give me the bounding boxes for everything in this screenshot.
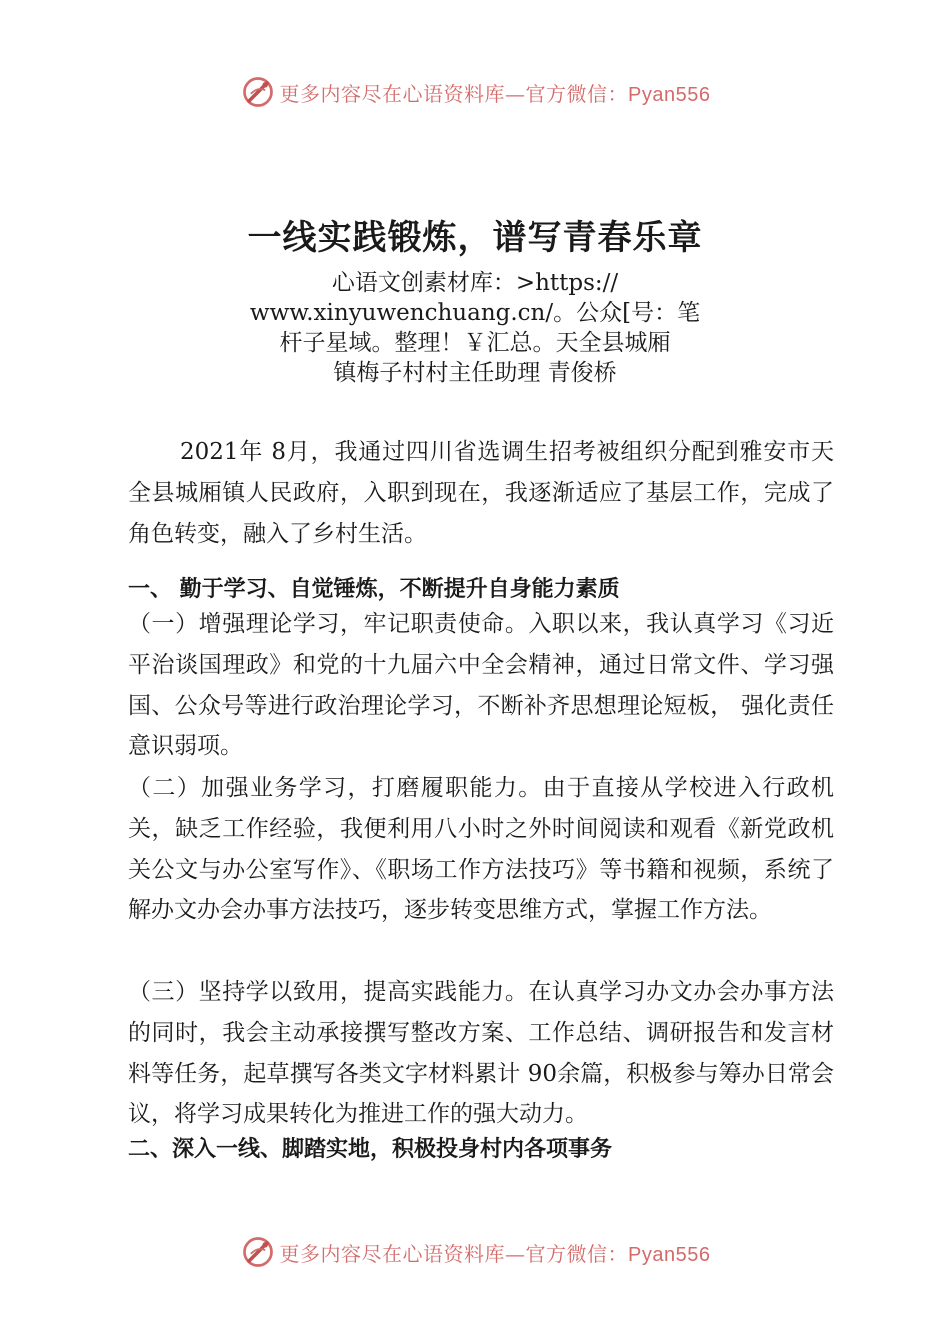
subtitle-line: www.xinyuwenchuang.cn/。公众[号：笔 (249, 300, 701, 326)
banner-text (280, 1238, 711, 1267)
section-heading: 一、 勤于学习、自觉锤炼，不断提升自身能力素质 (128, 577, 620, 602)
page-title: 一线实践锻炼，谱写青春乐章 (247, 218, 703, 258)
banner-wechat-label: 官方微信： (525, 81, 629, 106)
banner-wechat-label: 官方微信： (525, 1241, 629, 1266)
section-paragraph: （三）坚持学以致用，提高实践能力。在认真学习办文办会办事方法的同时，我会主动承接撰写整改方案、工作总结、调研报告和发言材料等任务，起草撰写各类文字材料累计 90余篇，积极参与筹办日常会议，将学习成果转化为推进工作的强大动力。 (128, 979, 834, 1128)
subtitle-line: 镇梅子村村主任助理 青俊桥 (333, 360, 617, 386)
subtitle-block (0, 268, 950, 388)
subtitle-line: 杆子星域。整理！￥汇总。天全县城厢 (279, 330, 671, 356)
banner-main-text: 更多内容尽在心语资料库— (279, 81, 526, 106)
footer-watermark-banner (0, 1230, 950, 1274)
intro-paragraph: 2021年 8月，我通过四川省选调生招考被组织分配到雅安市天全县城厢镇人民政府，入职到现在，我逐渐适应了基层工作，完成了角色转变，融入了乡村生活。 (128, 439, 834, 547)
banner-text (280, 78, 711, 107)
section-heading: 二、深入一线、脚踏实地，积极投身村内各项事务 (128, 1137, 613, 1162)
banner-main-text: 更多内容尽在心语资料库— (279, 1241, 526, 1266)
banner-wechat-id: Pyan556 (628, 1243, 711, 1266)
section-paragraph: （二）加强业务学习，打磨履职能力。由于直接从学校进入行政机关，缺乏工作经验，我便利用八小时之外时间阅读和观看《新党政机关公文与办公室写作》、《职场工作方法技巧》等书籍和视频，系统了解办文办会办事方法技巧，逐步转变思维方式，掌握工作方法。 (128, 775, 834, 924)
subtitle-line: 心语文创素材库：>https:// (331, 270, 619, 296)
pen-circle-logo-icon (240, 74, 276, 110)
pen-circle-logo-icon (240, 1234, 276, 1270)
banner-wechat-id: Pyan556 (628, 83, 711, 106)
header-watermark-banner (0, 70, 950, 114)
section-paragraph: （一）增强理论学习，牢记职责使命。入职以来，我认真学习《习近平治谈国理政》和党的十九届六中全会精神，通过日常文件、学习强国、公众号等进行政治理论学习，不断补齐思想理论短板， 强化责任意识弱项。 (128, 611, 834, 760)
